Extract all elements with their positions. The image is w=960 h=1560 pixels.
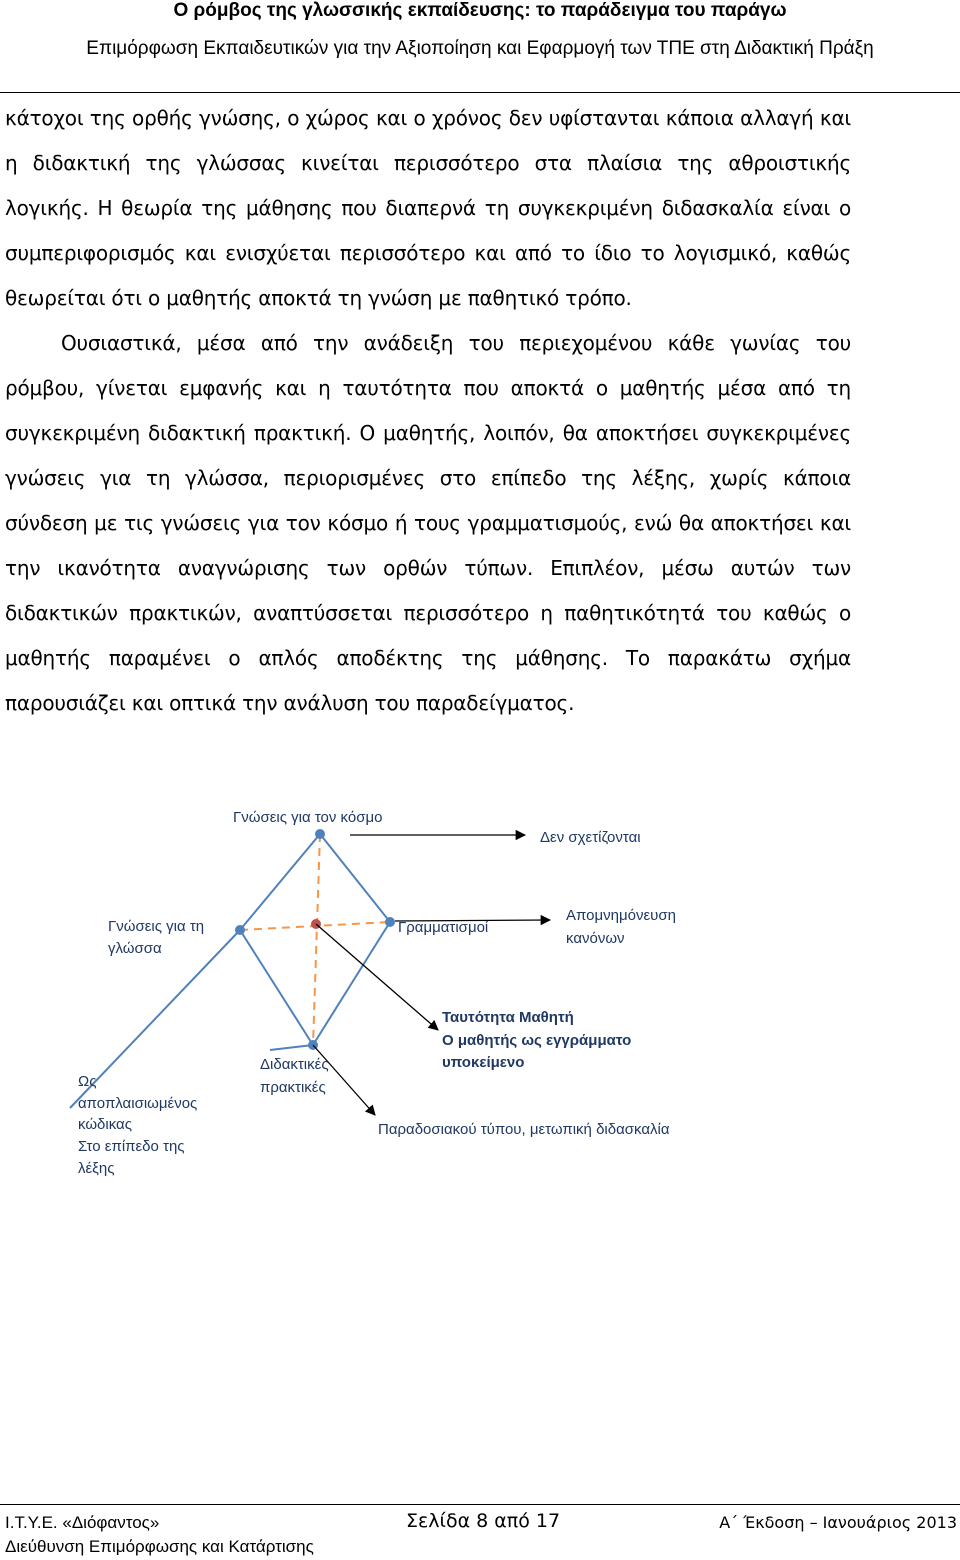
paragraph-2: Ουσιαστικά, μέσα από την ανάδειξη του περιεχομένου κάθε γωνίας του ρόμβου, γίνεται εμφανής και η ταυτότητα που αποκτά ο μαθητής μέσα από τη συγκεκριμένη διδακτική πρακτική. Ο μαθητής, λοιπόν, θα αποκτήσει συγκεκριμένες γνώσεις για τη γλώσσα, περιορισμένες στο επίπεδο της λέξης, χωρίς κάποια σύνδεση με τις γνώσεις για τον κόσμο ή τους γραμματισμούς, ενώ θα αποκτήσει και την ικανότητα αναγνώρισης των ορθών τύπων. Επιπλέον, μέσω αυτών των διδακτικών πρακτικών, αναπτύσσεται περισσότερο η παθητικότητά του καθώς ο μαθητής παραμένει ο απλός αποδέκτης της μάθησης. Το παρακάτω σχήμα παρουσιάζει και οπτικά την ανάλυση του παραδείγματος. (5, 331, 851, 715)
label-memorization-2: κανόνων (566, 930, 625, 947)
dashed-vertical-axis (313, 834, 320, 1045)
body-text (5, 96, 851, 726)
label-unrelated: Δεν σχετίζονται (540, 829, 641, 846)
label-code-3: κώδικας (78, 1116, 132, 1133)
node-language (235, 925, 245, 935)
header-title: Ο ρόμβος της γλωσσικής εκπαίδευσης: το παράδειγμα του παράγω (173, 0, 787, 21)
label-practices-1: Διδακτικές (260, 1056, 329, 1073)
label-code-5: λέξης (78, 1160, 115, 1177)
label-world: Γνώσεις για τον κόσμο (233, 809, 383, 826)
label-code-4: Στο επίπεδο της (78, 1138, 185, 1155)
label-identity-2: Ο μαθητής ως εγγράμματο (442, 1032, 632, 1049)
label-practices-2: πρακτικές (260, 1079, 326, 1096)
node-literacies (385, 917, 395, 927)
arrow-center-identity (316, 924, 438, 1030)
footer-organization: Ι.Τ.Υ.Ε. «Διόφαντος» (5, 1513, 160, 1532)
label-identity-1: Ταυτότητα Μαθητή (442, 1009, 574, 1026)
rhombus-edge-bottom-left (240, 930, 313, 1045)
label-memorization-1: Απομνημόνευση (566, 907, 676, 924)
header-divider (0, 92, 960, 93)
label-identity-3: υποκείμενο (442, 1054, 525, 1071)
label-code-2: αποπλαισιωμένος (78, 1095, 198, 1112)
label-language-1: Γνώσεις για τη (108, 918, 205, 935)
footer-department: Διεύθυνση Επιμόρφωσης και Κατάρτισης (5, 1537, 314, 1556)
node-world (315, 829, 325, 839)
label-language-2: γλώσσα (108, 940, 162, 957)
rhombus-edge-top-right (320, 834, 390, 922)
fan-line-right (270, 1045, 313, 1050)
rhombus-diagram-svg (0, 760, 960, 1220)
label-literacies: Γραμματισμοί (398, 919, 489, 936)
footer-page-number: Σελίδα 8 από 17 (406, 1510, 561, 1532)
paragraph-1: κάτοχοι της ορθής γνώσης, ο χώρος και ο χρόνος δεν υφίστανται κάποια αλλαγή και η διδακτική της γλώσσας κινείται περισσότερο στα πλαίσια της αθροιστικής λογικής. Η θεωρία της μάθησης που διαπερνά τη συγκεκριμένη διδασκαλία είναι ο συμπεριφορισμός και ενισχύεται περισσότερο και από το ίδιο το λογισμικό, καθώς θεωρείται ότι ο μαθητής αποκτά τη γνώση με παθητικό τρόπο. (5, 106, 851, 310)
rhombus-edge-top-left (240, 834, 320, 930)
label-code-1: Ως (78, 1073, 97, 1090)
label-traditional: Παραδοσιακού τύπου, μετωπική διδασκαλία (378, 1121, 670, 1138)
footer-edition: Α΄ Έκδοση – Ιανουάριος 2013 (719, 1513, 957, 1532)
rhombus-diagram (0, 760, 960, 1220)
footer-divider (0, 1504, 960, 1505)
rhombus-edge-bottom-right (313, 922, 390, 1045)
header-subtitle: Επιμόρφωση Εκπαιδευτικών για την Αξιοποίηση και Εφαρμογή των ΤΠΕ στη Διδακτική Πράξη (86, 38, 874, 59)
